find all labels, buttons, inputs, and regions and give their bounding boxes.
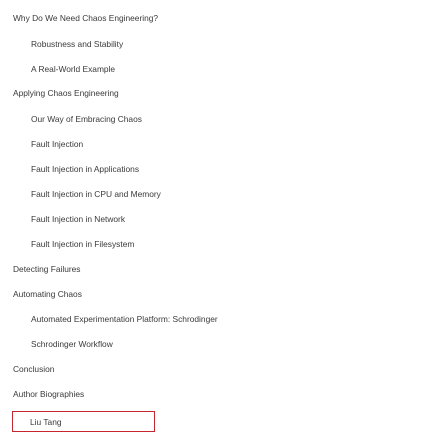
toc-item-fault-injection-fs[interactable]: Fault Injection in Filesystem xyxy=(31,239,135,249)
toc-item-liu-tang[interactable]: Liu Tang xyxy=(30,417,62,427)
toc-item-author-biographies[interactable]: Author Biographies xyxy=(13,389,85,399)
toc-item-schrodinger-workflow[interactable]: Schrodinger Workflow xyxy=(31,339,113,349)
toc-item-fault-injection-network[interactable]: Fault Injection in Network xyxy=(31,214,126,224)
toc-item-applying-chaos[interactable]: Applying Chaos Engineering xyxy=(13,88,119,98)
toc-item-conclusion[interactable]: Conclusion xyxy=(13,364,55,374)
toc-item-selected-focus[interactable] xyxy=(12,411,155,432)
toc-item-automating-chaos[interactable]: Automating Chaos xyxy=(13,289,82,299)
toc-item-fault-injection[interactable]: Fault Injection xyxy=(31,139,84,149)
toc-item-why-chaos-engineering[interactable]: Why Do We Need Chaos Engineering? xyxy=(13,13,159,23)
toc-item-real-world-example[interactable]: A Real-World Example xyxy=(31,64,116,74)
toc-item-fault-injection-cpu[interactable]: Fault Injection in CPU and Memory xyxy=(31,189,161,199)
toc-item-our-way-chaos[interactable]: Our Way of Embracing Chaos xyxy=(31,114,142,124)
toc-item-fault-injection-apps[interactable]: Fault Injection in Applications xyxy=(31,164,140,174)
toc-item-detecting-failures[interactable]: Detecting Failures xyxy=(13,264,81,274)
toc-item-schrodinger-platform[interactable]: Automated Experimentation Platform: Schrodinger xyxy=(31,314,218,324)
toc-item-robustness-stability[interactable]: Robustness and Stability xyxy=(31,39,124,49)
